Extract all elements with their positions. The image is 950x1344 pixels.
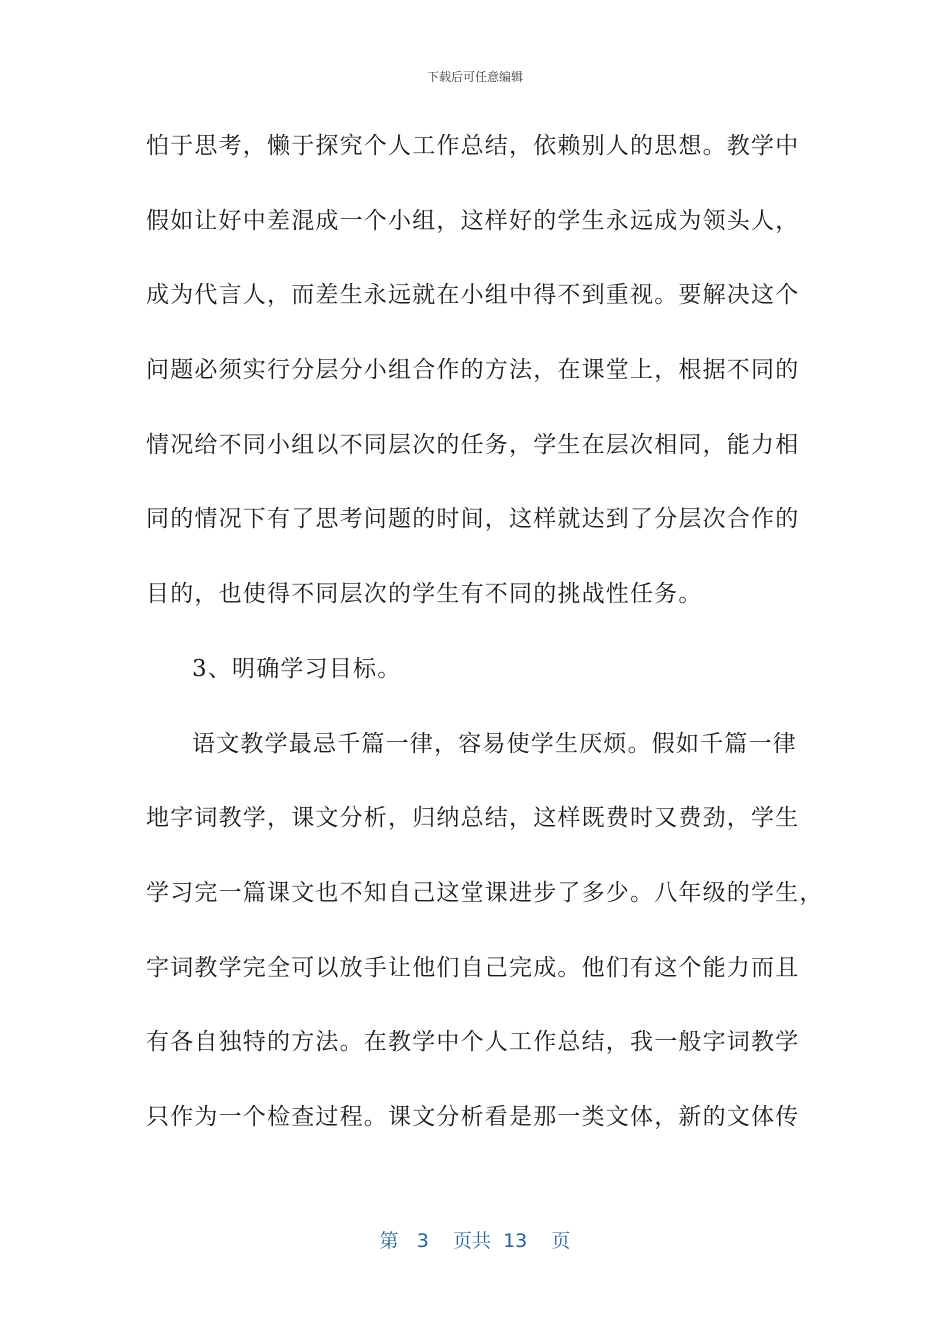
page-header: 下载后可任意编辑	[426, 70, 523, 84]
footer-suffix: 页	[551, 1230, 571, 1252]
text-line: 问题必须实行分层分小组合作的方法，在课堂上，根据不同的	[146, 357, 800, 384]
document-body	[146, 128, 826, 1174]
text-line: 成为代言人，而差生永远就在小组中得不到重视。要解决这个	[146, 282, 800, 309]
footer-prefix: 第	[379, 1230, 399, 1252]
text-line: 地字词教学，课文分析，归纳总结，这样既费时又费劲，学生	[146, 805, 800, 832]
text-line: 学习完一篇课文也不知自己这堂课进步了多少。八年级的学生，	[146, 879, 824, 906]
paragraph-first-line: 语文教学最忌千篇一律，容易使学生厌烦。假如千篇一律	[192, 730, 797, 757]
text-line: 怕于思考，懒于探究个人工作总结，依赖别人的思想。教学中	[146, 133, 800, 159]
section-heading: 3、明确学习目标。	[192, 655, 402, 682]
total-pages-number: 13	[503, 1230, 528, 1252]
text-line: 字词教学完全可以放手让他们自己完成。他们有这个能力而且	[146, 954, 800, 981]
page-footer	[0, 1226, 950, 1253]
text-line: 同的情况下有了思考问题的时间，这样就达到了分层次合作的	[146, 506, 800, 533]
text-line: 只作为一个检查过程。课文分析看是那一类文体，新的文体传	[146, 1103, 800, 1130]
current-page-number: 3	[416, 1230, 429, 1252]
footer-middle: 页共	[452, 1230, 491, 1252]
text-line: 假如让好中差混成一个小组，这样好的学生永远成为领头人，	[146, 207, 800, 234]
text-line: 有各自独特的方法。在教学中个人工作总结，我一般字词教学	[146, 1029, 800, 1056]
text-line: 目的，也使得不同层次的学生有不同的挑战性任务。	[146, 581, 703, 608]
text-line: 情况给不同小组以不同层次的任务，学生在层次相同，能力相	[146, 431, 800, 458]
